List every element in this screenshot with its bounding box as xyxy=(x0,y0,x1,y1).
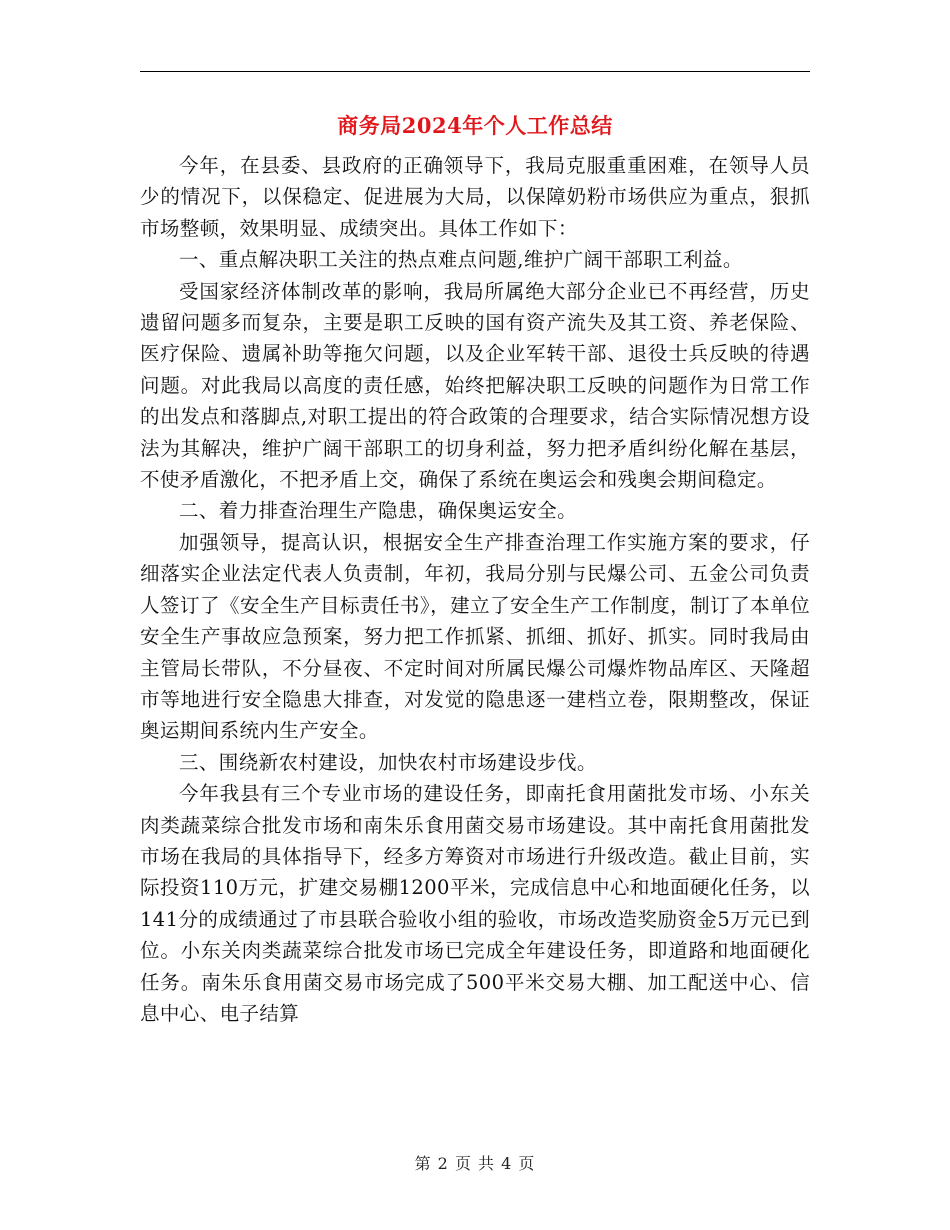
page-number: 第 2 页 共 4 页 xyxy=(414,1154,536,1173)
section-heading-1: 一、重点解决职工关注的热点难点问题,维护广阔干部职工利益。 xyxy=(179,248,743,272)
paragraph-section-2: 加强领导，提高认识，根据安全生产排查治理工作实施方案的要求，仔细落实企业法定代表人负责制，年初，我局分别与民爆公司、五金公司负责人签订了《安全生产目标责任书》，建立了安全生产工作制度，制订了本单位安全生产事故应急预案，努力把工作抓紧、抓细、抓好、抓实。同时我局由主管局长带队，不分昼夜、不定时间对所属民爆公司爆炸物品库区、天隆超市等地进行安全隐患大排查，对发觉的隐患逐一建档立卷，限期整改，保证奥运期间系统内生产安全。 xyxy=(140,530,810,743)
document-title: 商务局2024年个人工作总结 xyxy=(337,113,613,138)
header-rule xyxy=(140,71,810,72)
paragraph-section-3: 今年我县有三个专业市场的建设任务，即南托食用菌批发市场、小东关肉类蔬菜综合批发市场和南朱乐食用菌交易市场建设。其中南托食用菌批发市场在我局的具体指导下，经多方筹资对市场进行升级改造。截止目前，实际投资110万元，扩建交易棚1200平米，完成信息中心和地面硬化任务，以141分的成绩通过了市县联合验收小组的验收，市场改造奖励资金5万元已到位。小东关肉类蔬菜综合批发市场已完成全年建设任务，即道路和地面硬化任务。南朱乐食用菌交易市场完成了500平米交易大棚、加工配送中心、信息中心、电子结算 xyxy=(140,782,810,1025)
document-body xyxy=(140,150,810,1029)
section-heading-2: 二、着力排查治理生产隐患，确保奥运安全。 xyxy=(179,499,578,523)
paragraph-intro: 今年，在县委、县政府的正确领导下，我局克服重重困难，在领导人员少的情况下，以保稳定、促进展为大局，以保障奶粉市场供应为重点，狠抓市场整顿，效果明显、成绩突出。具体工作如下： xyxy=(140,154,810,240)
section-heading-3: 三、围绕新农村建设，加快农村市场建设步伐。 xyxy=(179,750,597,774)
paragraph-section-1: 受国家经济体制改革的影响，我局所属绝大部分企业已不再经营，历史遗留问题多而复杂，主要是职工反映的国有资产流失及其工资、养老保险、医疗保险、遗属补助等拖欠问题，以及企业军转干部、退役士兵反映的待遇问题。对此我局以高度的责任感，始终把解决职工反映的问题作为日常工作的出发点和落脚点,对职工提出的符合政策的合理要求，结合实际情况想方设法为其解决，维护广阔干部职工的切身利益，努力把矛盾纠纷化解在基层，不使矛盾激化，不把矛盾上交，确保了系统在奥运会和残奥会期间稳定。 xyxy=(140,279,810,492)
